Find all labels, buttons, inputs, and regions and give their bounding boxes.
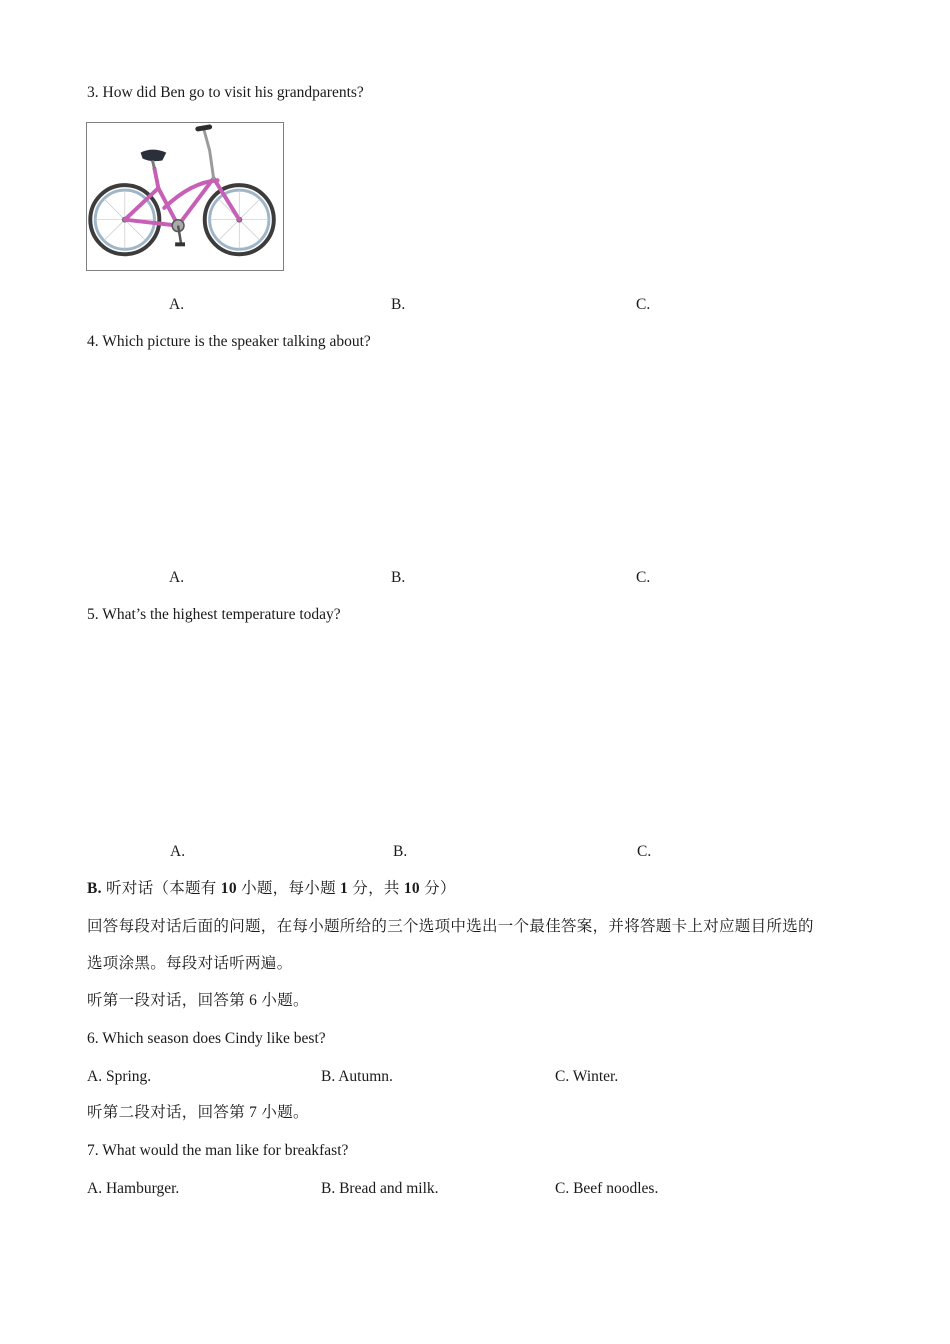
q4-option-c: C. <box>636 569 651 586</box>
q5-option-b: B. <box>393 843 408 860</box>
bicycle-icon <box>87 123 283 270</box>
q5-option-c: C. <box>637 843 652 860</box>
q4-option-b: B. <box>391 569 406 586</box>
q3-picture-a <box>86 122 284 271</box>
q4-option-a: A. <box>169 569 185 586</box>
section-b-instruction-line2: 选项涂黑。每段对话听两遍。 <box>87 955 293 972</box>
q3-question: 3. How did Ben go to visit his grandparents? <box>87 84 364 101</box>
q6-question: 6. Which season does Cindy like best? <box>87 1030 326 1047</box>
q3-option-c: C. <box>636 296 651 313</box>
q7-option-b: B. Bread and milk. <box>321 1180 439 1197</box>
q7-question: 7. What would the man like for breakfast? <box>87 1142 349 1159</box>
q7-option-c: C. Beef noodles. <box>555 1180 659 1197</box>
q3-option-a: A. <box>169 296 185 313</box>
q7-option-a: A. Hamburger. <box>87 1180 180 1197</box>
q6-option-c: C. Winter. <box>555 1068 619 1085</box>
q6-option-a: A. Spring. <box>87 1068 152 1085</box>
section-b-title: B. 听对话（本题有 10 小题，每小题 1 分，共 10 分） <box>87 880 456 897</box>
q4-question: 4. Which picture is the speaker talking about? <box>87 333 371 350</box>
q5-question: 5. What’s the highest temperature today? <box>87 606 341 623</box>
section-b-instruction-line1: 回答每段对话后面的问题，在每小题所给的三个选项中选出一个最佳答案，并将答题卡上对应题目所选的 <box>87 918 814 935</box>
section-b-label: B. <box>87 880 102 897</box>
dialog1-intro: 听第一段对话，回答第 6 小题。 <box>87 992 309 1009</box>
q5-option-a: A. <box>170 843 186 860</box>
dialog2-intro: 听第二段对话，回答第 7 小题。 <box>87 1104 309 1121</box>
q3-option-b: B. <box>391 296 406 313</box>
q6-option-b: B. Autumn. <box>321 1068 393 1085</box>
